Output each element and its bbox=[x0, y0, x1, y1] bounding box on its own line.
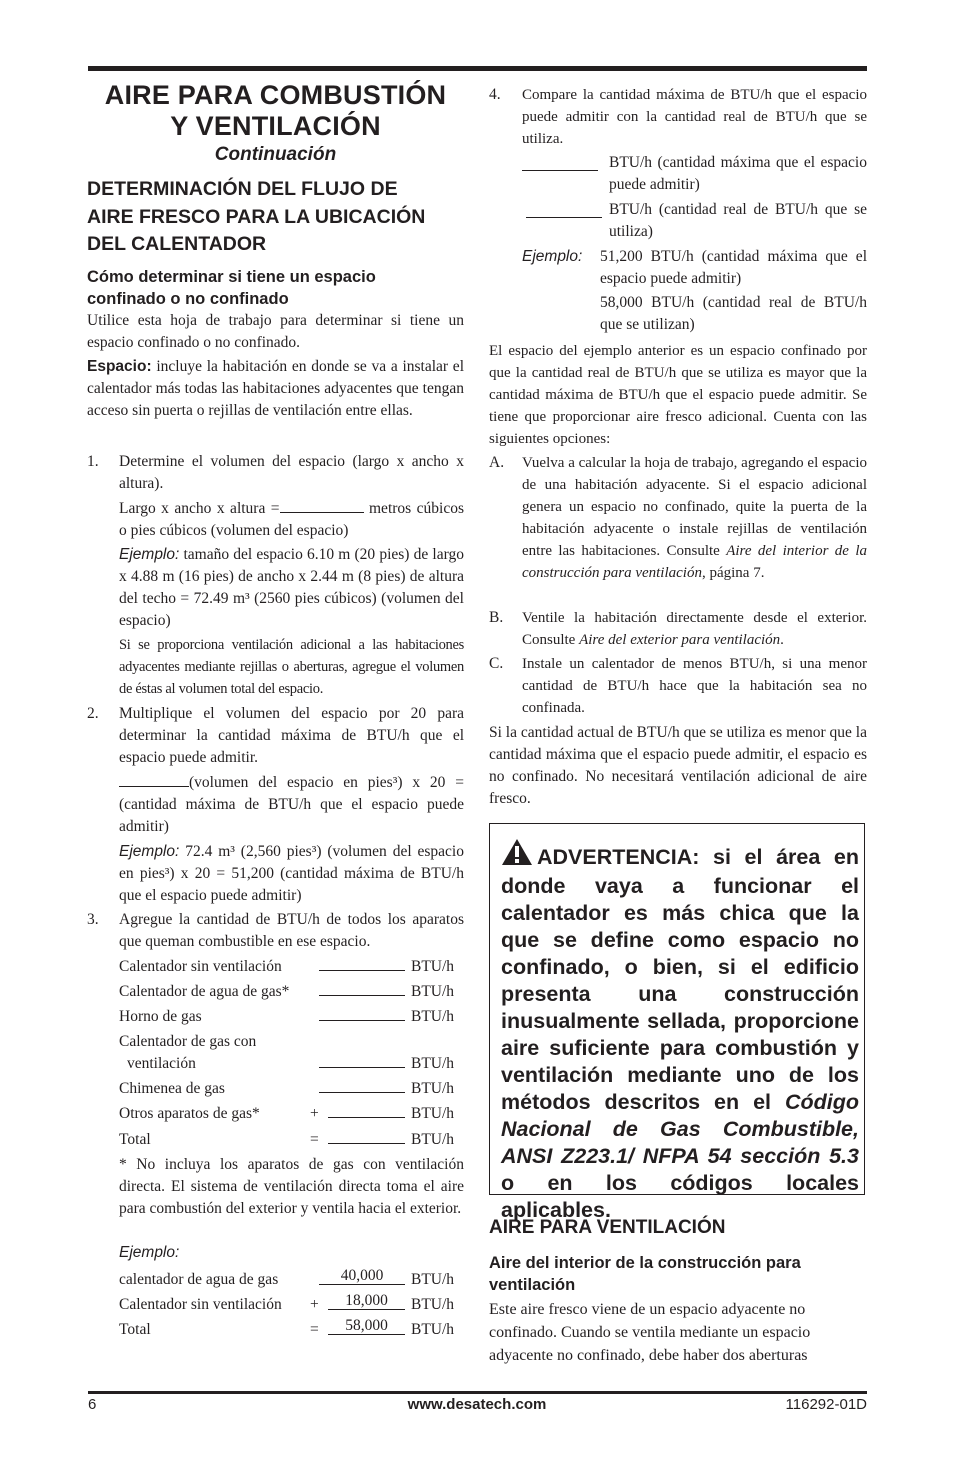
filled-value bbox=[328, 1315, 405, 1337]
compare-line-2 bbox=[526, 199, 867, 243]
title-line-1: AIRE PARA COMBUSTIÓN bbox=[104, 80, 447, 110]
step-formula bbox=[119, 498, 464, 542]
row-unit: BTU/h bbox=[411, 1271, 455, 1288]
step-3 bbox=[87, 909, 464, 1341]
subheading-line: confinado o no confinado bbox=[87, 289, 289, 308]
step-formula bbox=[119, 772, 464, 838]
espacio-paragraph bbox=[87, 356, 464, 422]
row-unit: BTU/h bbox=[411, 1321, 455, 1338]
subsection-heading bbox=[87, 266, 464, 310]
blank-line bbox=[319, 1078, 405, 1100]
step-4 bbox=[489, 84, 867, 339]
row-operator: = bbox=[310, 1131, 319, 1148]
example-text: 58,000 BTU/h (cantidad real de BTU/h que se utilizan) bbox=[600, 294, 867, 333]
row-unit: BTU/h bbox=[411, 1055, 455, 1072]
example-label: Ejemplo: bbox=[119, 843, 180, 860]
example-label: Ejemplo: bbox=[119, 1244, 180, 1261]
top-rule bbox=[88, 66, 867, 71]
compare-text: BTU/h (cantidad real de BTU/h que se utiliza) bbox=[609, 201, 867, 240]
option-tail: , página 7. bbox=[701, 565, 765, 581]
row-unit: BTU/h bbox=[411, 1296, 455, 1313]
compare-line-1 bbox=[522, 152, 867, 196]
row-operator: = bbox=[310, 1321, 319, 1338]
step-text: Compare la cantidad máxima de BTU/h que el espacio puede admitir con la cantidad real de BTU/h que se utiliza. bbox=[522, 87, 867, 147]
subheading-line: ventilación bbox=[489, 1276, 576, 1294]
option-body: Vuelva a calcular la hoja de trabajo, agregando el espacio de una habitación adyacente. Si el espacio adicional genera un espacio no confinado, quite la puerta de la habitación adyacente o instale rejillas de ventilación entre las habitaciones. Consulte bbox=[522, 455, 867, 559]
row-label: Calentador sin ventilación bbox=[119, 958, 282, 975]
step-1 bbox=[87, 451, 464, 701]
ventilation-paragraph: Este aire fresco viene de un espacio adyacente no confinado. Cuando se ventila mediante un espacio adyacente no confinado, debe haber dos aberturas bbox=[489, 1301, 811, 1364]
warning-box bbox=[489, 823, 865, 1222]
warning-icon bbox=[501, 838, 533, 873]
footnote: * No incluya los aparatos de gas con ventilación directa. El sistema de ventilación directa toma el aire para combustión del exterior y ventila hacia el exterior. bbox=[119, 1156, 464, 1217]
example-value: 40,000 bbox=[319, 1268, 405, 1285]
step-number: 4. bbox=[489, 86, 501, 103]
option-letter: B. bbox=[489, 609, 504, 626]
row-unit: BTU/h bbox=[411, 983, 455, 1000]
step-note: Si se proporciona ventilación adicional a las habitaciones adyacentes mediante rejillas o aberturas, agregue el volumen de éstas al volumen total del espacio. bbox=[119, 637, 464, 697]
blank-line bbox=[328, 1103, 405, 1125]
blank-line bbox=[319, 956, 405, 978]
option-c bbox=[489, 653, 867, 721]
row-label: Horno de gas bbox=[119, 1008, 202, 1025]
ventilation-subheading bbox=[489, 1252, 867, 1296]
row-unit: BTU/h bbox=[411, 1008, 455, 1025]
blank-line bbox=[319, 1053, 405, 1075]
blank-line bbox=[328, 1129, 405, 1151]
row-label: Calentador de agua de gas* bbox=[119, 983, 290, 1000]
warning-code-reference: Código Nacional de Gas Combustible, ANSI Z223.1/ NFPA 54 sección 5.3 bbox=[501, 1090, 859, 1168]
step-text: Determine el volumen del espacio (largo x ancho x altura). bbox=[119, 453, 464, 492]
step-text: Agregue la cantidad de BTU/h de todos los aparatos que queman combustible en ese espacio. bbox=[119, 911, 464, 950]
step-example bbox=[119, 544, 464, 632]
warning-body: ADVERTENCIA: si el área en donde vaya a funcionar el calentador es más chica que la que se define como espacio no confinado, o bien, si el edificio presenta una construcción inusualmente sellada, proporcione aire suficiente para combustión y ventilación mediante uno de los métodos descritos en el bbox=[501, 845, 859, 1114]
option-body: Ventile la habitación directamente desde el exterior. Consulte bbox=[522, 610, 867, 648]
example-label: Ejemplo: bbox=[522, 248, 583, 265]
option-letter: C. bbox=[489, 655, 504, 672]
subheading-line: Aire del interior de la construcción para bbox=[489, 1254, 801, 1272]
heading-line: DEL CALENTADOR bbox=[87, 233, 267, 255]
filled-value bbox=[319, 1265, 405, 1287]
example-label: Ejemplo: bbox=[119, 546, 180, 563]
step-example bbox=[119, 841, 464, 907]
blank-line bbox=[522, 156, 598, 171]
row-label: Calentador sin ventilación bbox=[119, 1296, 282, 1313]
example-text: 72.4 m³ (2,560 pies³) (volumen del espacio en pies³) x 20 = 51,200 (cantidad máxima de BTU/h que el espacio puede admitir) bbox=[119, 843, 464, 904]
closing-paragraph: Si la cantidad actual de BTU/h que se utiliza es menor que la cantidad máxima que el espacio puede admitir, el espacio es no confinado. No necesitará ventilación adicional de aire fresco. bbox=[489, 724, 867, 807]
compare-text: BTU/h (cantidad máxima que el espacio puede admitir) bbox=[609, 154, 867, 193]
row-unit: BTU/h bbox=[411, 958, 455, 975]
option-b bbox=[489, 607, 867, 653]
footer-url[interactable]: www.desatech.com bbox=[407, 1396, 547, 1413]
ventilation-heading: AIRE PARA VENTILACIÓN bbox=[489, 1217, 726, 1238]
example-text: 51,200 BTU/h (cantidad máxima que el espacio puede admitir) bbox=[600, 248, 867, 287]
step-number: 3. bbox=[87, 911, 99, 928]
filled-value bbox=[328, 1290, 405, 1312]
row-operator: + bbox=[310, 1296, 319, 1313]
warning-text bbox=[501, 838, 859, 1224]
option-reference: Aire del interior de la construcción para ventilación bbox=[522, 543, 867, 581]
row-label: Calentador de gas con bbox=[119, 1033, 257, 1050]
heading-line: DETERMINACIÓN DEL FLUJO DE bbox=[87, 178, 398, 200]
row-unit: BTU/h bbox=[411, 1080, 455, 1097]
step-text: Multiplique el volumen del espacio por 20 para determinar la cantidad máxima de BTU/h que el espacio puede admitir. bbox=[119, 705, 464, 766]
example-text: tamaño del espacio 6.10 m (20 pies) de largo x 4.88 m (16 pies) de ancho x 2.44 m (8 pies) de altura del techo = 72.49 m³ (2560 pies cúbicos) (volumen del espacio) bbox=[119, 546, 464, 629]
page-subtitle: Continuación bbox=[214, 144, 337, 165]
row-operator: + bbox=[310, 1105, 319, 1122]
row-label: Total bbox=[119, 1321, 151, 1338]
option-text: Instale un calentador de menos BTU/h, si una menor cantidad de BTU/h hace que la habitación sea no confinada. bbox=[522, 656, 867, 716]
option-tail: . bbox=[780, 632, 784, 648]
row-label: Total bbox=[119, 1131, 151, 1148]
left-column bbox=[87, 80, 464, 422]
row-label-continued: ventilación bbox=[127, 1055, 196, 1072]
formula-text: (volumen del espacio en pies³) x 20 = (cantidad máxima de BTU/h que el espacio puede admitir) bbox=[119, 774, 464, 835]
step-number: 1. bbox=[87, 453, 99, 470]
formula-unit: metros cúbicos o pies cúbicos (volumen del espacio) bbox=[119, 500, 464, 539]
blank-line bbox=[526, 203, 602, 218]
heading-line: AIRE FRESCO PARA LA UBICACIÓN bbox=[87, 205, 426, 228]
document-code: 116292-01D bbox=[785, 1396, 867, 1413]
option-text bbox=[522, 452, 867, 584]
formula-label: Largo x ancho x altura = bbox=[119, 500, 280, 517]
row-unit: BTU/h bbox=[411, 1105, 455, 1122]
step-number: 2. bbox=[87, 705, 99, 722]
example-value: 58,000 bbox=[328, 1318, 405, 1335]
espacio-label: Espacio: bbox=[87, 357, 152, 375]
blank-line bbox=[119, 772, 189, 787]
options-intro: El espacio del ejemplo anterior es un espacio confinado por que la cantidad real de BTU/h que se utiliza es mayor que la cantidad máxima de BTU/h que el espacio puede admitir. Se tiene que proporcionar aire fresco adicional. Cuenta con las siguientes opciones: bbox=[489, 343, 867, 447]
option-letter: A. bbox=[489, 454, 505, 471]
example-value: 18,000 bbox=[328, 1293, 405, 1310]
bottom-rule bbox=[88, 1391, 867, 1394]
option-text bbox=[522, 607, 867, 651]
espacio-text: incluye la habitación en donde se va a instalar el calentador más todas las habitaciones adyacentes que tengan acceso sin puerta o rejillas de ventilación entre ellas. bbox=[87, 357, 464, 419]
blank-line bbox=[319, 1006, 405, 1028]
subheading-line: Cómo determinar si tiene un espacio bbox=[87, 267, 376, 286]
intro-paragraph: Utilice esta hoja de trabajo para determinar si tiene un espacio confinado o no confinado. bbox=[87, 311, 464, 351]
warning-tail: o en los códigos locales aplicables. bbox=[501, 1171, 859, 1222]
section-heading bbox=[87, 176, 464, 259]
row-unit: BTU/h bbox=[411, 1131, 455, 1148]
title-line-2: Y VENTILACIÓN bbox=[170, 111, 381, 141]
page-title bbox=[87, 80, 464, 142]
step-2 bbox=[87, 703, 464, 908]
blank-line bbox=[280, 498, 364, 513]
option-reference: Aire del exterior para ventilación bbox=[579, 632, 781, 648]
row-label: Chimenea de gas bbox=[119, 1080, 225, 1097]
row-label: Otros aparatos de gas* bbox=[119, 1105, 260, 1122]
page-number: 6 bbox=[88, 1396, 97, 1413]
blank-line bbox=[319, 981, 405, 1003]
option-a bbox=[489, 452, 867, 602]
row-label: calentador de agua de gas bbox=[119, 1271, 279, 1288]
